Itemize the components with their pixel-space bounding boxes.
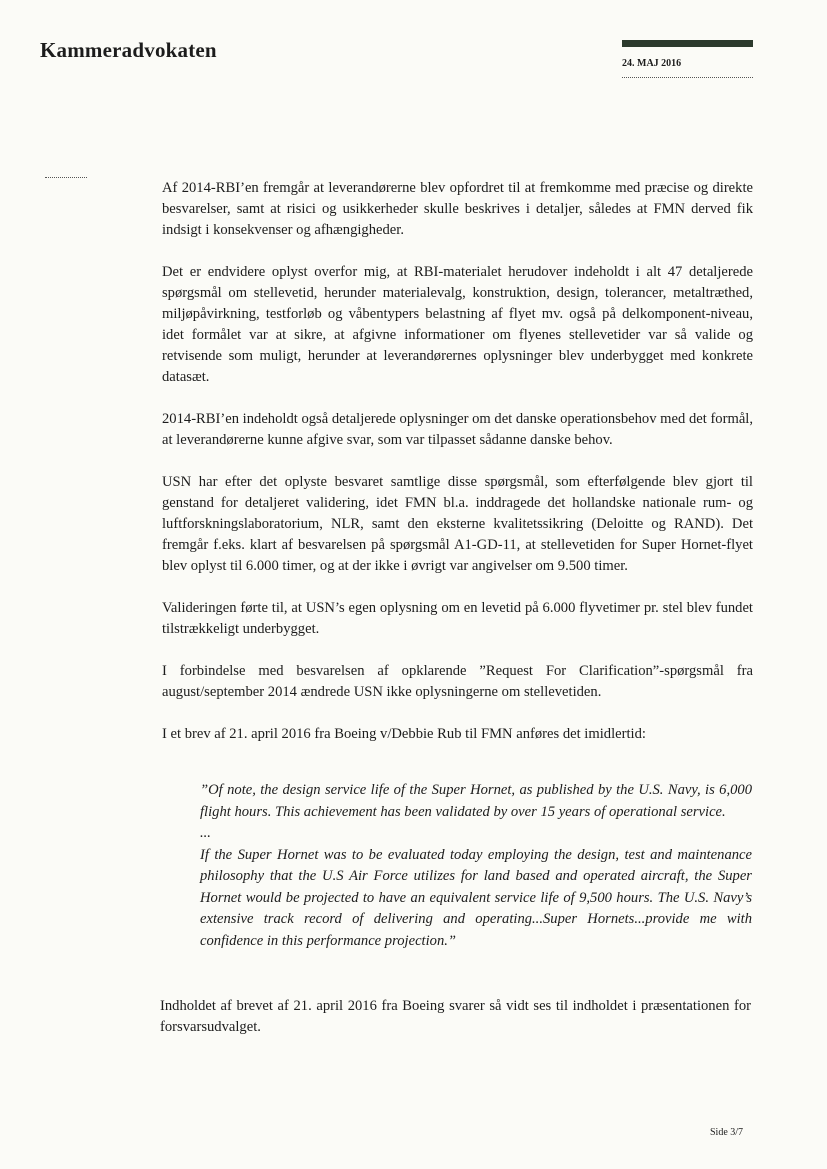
paragraph-5: Valideringen førte til, at USN’s egen oplysning om en levetid på 6.000 flyvetimer pr. stel blev fundet tilstrækkeligt underbygget. bbox=[162, 600, 753, 637]
page-number: Side 3/7 bbox=[710, 1127, 744, 1138]
body-text bbox=[162, 178, 753, 745]
date-underline bbox=[622, 77, 753, 78]
margin-mark bbox=[45, 177, 87, 178]
paragraph-1: Af 2014-RBI’en fremgår at leverandørerne blev opfordret til at fremkomme med præcise og direkte besvarelser, samt at risici og usikkerheder skulle beskrives i detaljer, således at FMN derved fik indsigt i konsekvenser og afhængigheder. bbox=[162, 180, 753, 238]
closing-text bbox=[160, 996, 751, 1038]
paragraph-6: I forbindelse med besvarelsen af opklarende ”Request For Clarification”-spørgsmål fra august/september 2014 ændrede USN ikke oplysningerne om stellevetiden. bbox=[162, 663, 753, 700]
closing-paragraph: Indholdet af brevet af 21. april 2016 fra Boeing svarer så vidt ses til indholdet i præsentationen for forsvarsudvalget. bbox=[160, 998, 751, 1035]
firm-name: Kammeradvokaten bbox=[40, 38, 217, 62]
quote-part-1: ”Of note, the design service life of the Super Hornet, as published by the U.S. Navy, is 6,000 flight hours. This achievement has been validated by over 15 years of operational service. bbox=[200, 782, 752, 820]
date-bar bbox=[622, 40, 753, 47]
paragraph-7: I et brev af 21. april 2016 fra Boeing v/Debbie Rub til FMN anføres det imidlertid: bbox=[162, 726, 646, 742]
block-quote bbox=[200, 780, 752, 952]
paragraph-2: Det er endvidere oplyst overfor mig, at RBI-materialet herudover indeholdt i alt 47 detaljerede spørgsmål om stellevetid, herunder materialevalg, konstruktion, design, tolerancer, metaltræthed, miljøpåvirkning, testforløb og våbentypers belastning af flyet mv. også på delkomponent-niveau, idet formålet var at sikre, at afgivne informationer om flyenes stellevetider var så valide og retvisende som muligt, herunder at leverandørernes oplysninger blev underbygget med konkrete datasæt. bbox=[162, 264, 753, 385]
quote-part-2: If the Super Hornet was to be evaluated today employing the design, test and maintenance philosophy that the U.S Air Force utilizes for land based and operated aircraft, the Super Hornet would be projected to have an equivalent service life of 9,500 hours. The U.S. Navy’s extensive track record of delivering and operating...Super Hornets...provide me with confidence in this performance projection.” bbox=[200, 846, 752, 949]
document-date: 24. MAJ 2016 bbox=[622, 58, 682, 69]
quote-ellipsis: ... bbox=[200, 825, 211, 841]
paragraph-4: USN har efter det oplyste besvaret samtlige disse spørgsmål, som efterfølgende blev gjort til genstand for detaljeret validering, idet FMN bl.a. inddragede det hollandske nationale rum- og luftforskningslaboratorium, NLR, samt den eksterne kvalitetssikring (Deloitte og RAND). Det fremgår f.eks. klart af besvarelsen på spørgsmål A1-GD-11, at stellevetiden for Super Hornet-flyet blev oplyst til 6.000 timer, og at der ikke i øvrigt var angivelser om 9.500 timer. bbox=[162, 474, 753, 574]
paragraph-3: 2014-RBI’en indeholdt også detaljerede oplysninger om det danske operationsbehov med det formål, at leverandørerne kunne afgive svar, som var tilpasset sådanne danske behov. bbox=[162, 411, 753, 448]
